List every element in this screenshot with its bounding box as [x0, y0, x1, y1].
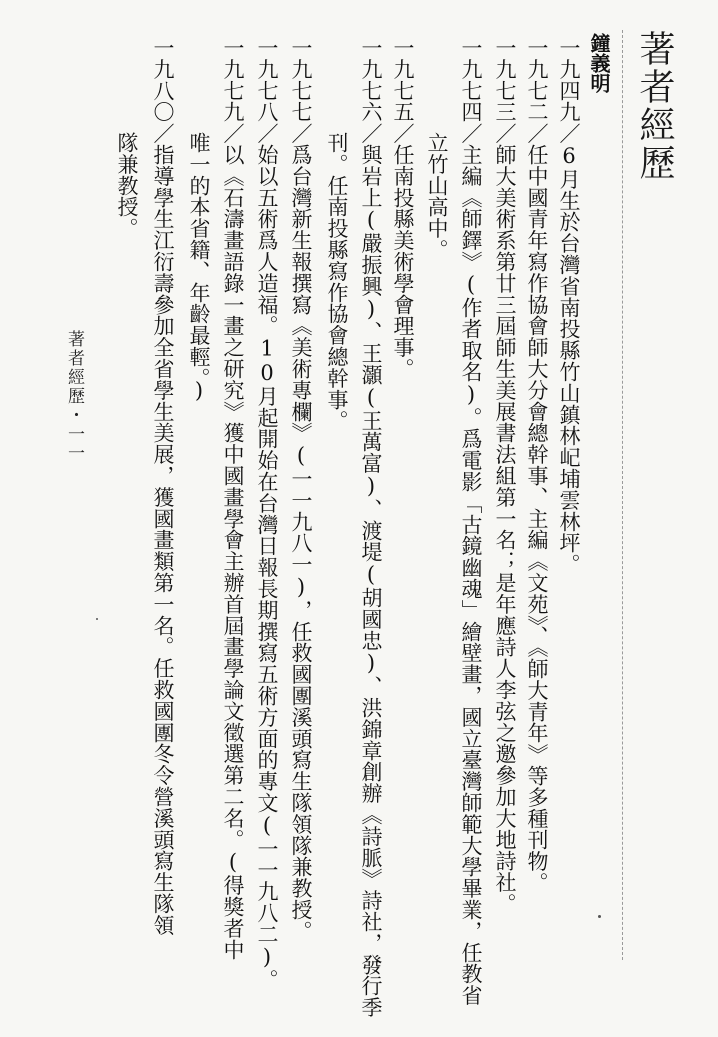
- paper-speck: [598, 915, 601, 918]
- timeline-entry-1949: 一九四九／6月生於台灣省南投縣竹山鎮林屺埔雲林坪。: [557, 37, 581, 575]
- timeline-entry-1976-cont: 刊。任南投縣寫作協會總幹事。: [325, 132, 349, 432]
- timeline-entry-1977: 一九七七／爲台灣新生報撰寫《美術專欄》(一一九八一)，任救國團溪頭寫生隊領隊兼教授。: [289, 37, 313, 942]
- timeline-entry-1979: 一九七九／以《石濤畫語錄一畫之研究》獲中國畫學會主辦首屆畫學論文徵選第二名。(得獎者中: [221, 37, 245, 961]
- timeline-entry-1975: 一九七五／任南投縣美術學會理事。: [391, 37, 415, 380]
- author-name: 鐘義明: [587, 33, 611, 93]
- timeline-entry-1980: 一九八〇／指導學生江衍壽參加全省學生美展，獲國畫類第一名。任救國團冬令營溪頭寫生隊領: [151, 37, 175, 936]
- timeline-entry-1972: 一九七二／任中國青年寫作協會師大分會總幹事、主編《文苑》、《師大青年》等多種刊物。: [525, 37, 549, 894]
- timeline-entry-1976: 一九七六／與岩上(嚴振興)、王灝(王萬富)、渡堤(胡國忠)、洪錦章創辦《詩脈》詩社，發行季: [359, 37, 383, 1018]
- margin-rule: [622, 30, 623, 960]
- timeline-entry-1979-cont: 唯一的本省籍、年齡最輕。): [187, 132, 211, 403]
- timeline-entry-1974: 一九七四／主編《師鐸》(作者取名)。爲電影「古鏡幽魂」繪壁畫，國立臺灣師範大學畢業，任教省: [459, 37, 483, 1006]
- timeline-entry-1974-cont: 立竹山高中。: [425, 132, 449, 261]
- timeline-entry-1978: 一九七八／始以五術爲人造福。10月起開始在台灣日報長期撰寫五術方面的專文(一一九八二)。: [255, 37, 279, 991]
- page-folio: 著者經歷・一一: [64, 330, 84, 463]
- paper-speck: [96, 618, 98, 620]
- page-title: 著者經歷: [634, 30, 675, 182]
- timeline-entry-1980-cont: 隊兼教授。: [115, 132, 139, 239]
- timeline-entry-1973: 一九七三／師大美術系第廿三屆師生美展書法組第一名；是年應詩人李弦之邀參加大地詩社。: [493, 37, 517, 915]
